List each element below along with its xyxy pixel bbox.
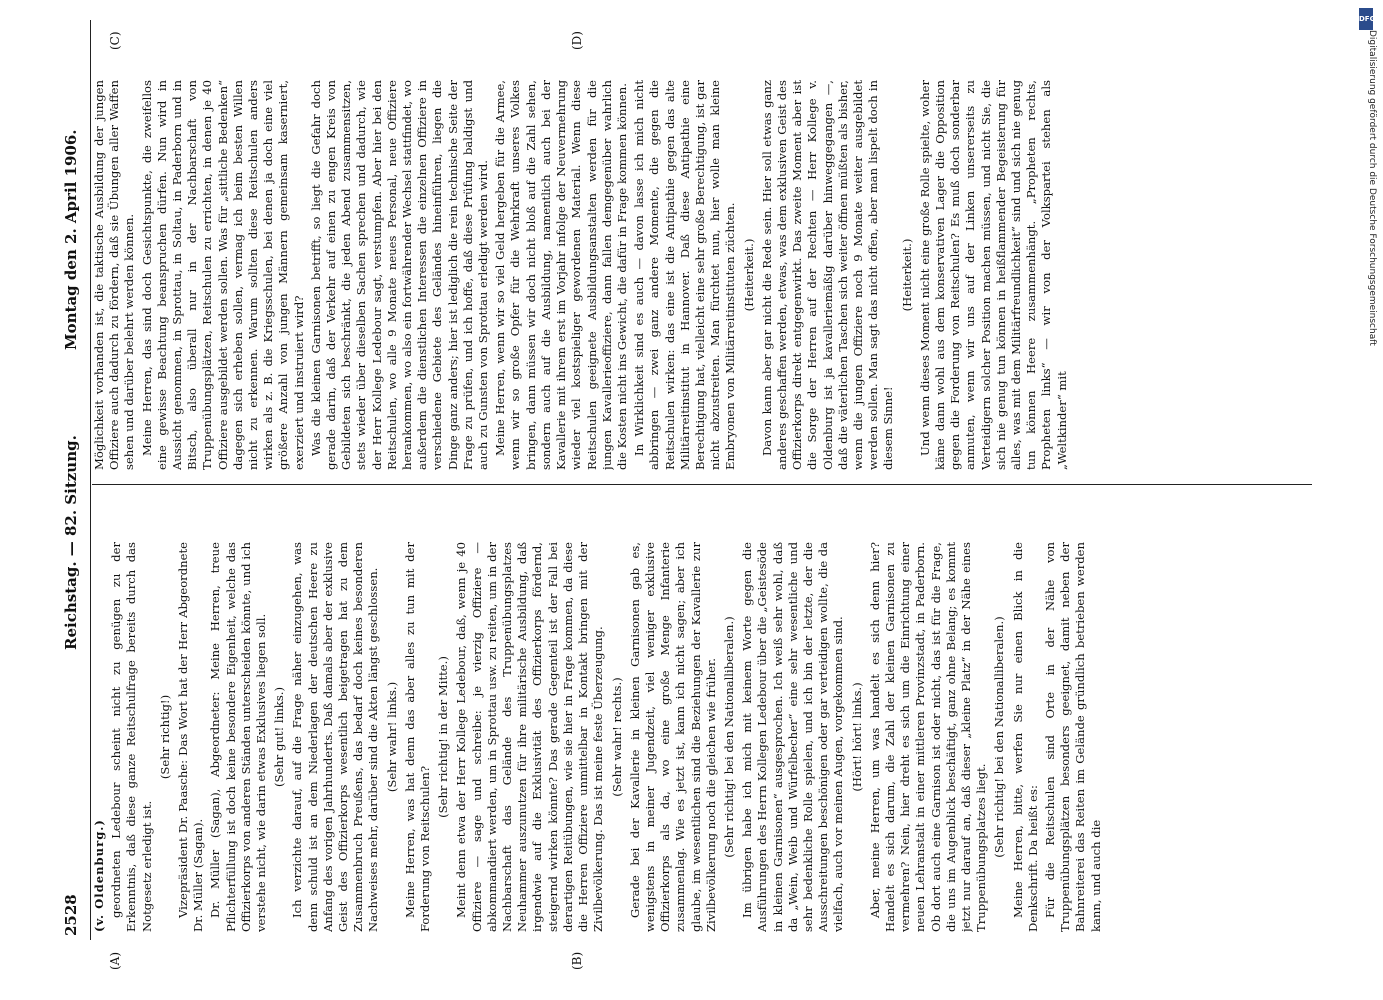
dfg-logo: DFG [1359,8,1373,30]
paragraph: Was die kleinen Garnisonen betrifft, so liegt die Gefahr doch gerade darin, daß der Verkehr auf einen zu engen Kreis von Gebildeten sich beschränkt, die jeden Abend zusammensitzen, stets wieder über dieselben Sachen sprechen und dadurch, wie der Herr Kollege Ledebour sagt, verstumpfen. Aber hier bei den Reitschulen, wo alle 9 Monate neues Personal, neue Offiziere herankommen, wo also ein fortwährender Wechsel stattfindet, wo außerdem die dienstlichen Interessen die einzelnen Offiziere in verschiedene Gebiete des Geländes hineinführen, liegen die Dinge ganz anders; hier ist lediglich die rein technische Seite der Frage zu prüfen, und ich hoffe, daß diese Prüfung baldigst und auch zu Gunsten von Sprottau erledigt werden wird. [308,80,491,470]
paragraph: Dr. Müller (Sagan), Abgeordneter: Meine Herren, treue Pflichterfüllung ist doch keine besondere Eigenheit, welche das Offizierkorps von anderen Ständen unterscheiden könnte, und ich verstehe nicht, wie darin etwas Exklusives liegen soll. [208,542,269,932]
interjection: (Heiterkeit.) [741,238,756,312]
paragraph: Meine Herren, was hat denn das aber alles zu tun mit der Forderung von Reitschulen? [402,542,433,932]
paragraph: Meine Herren, das sind doch Gesichtspunkte, die zweifellos eine gewisse Beachtung beanspruchen dürfen. Nun wird in Aussicht genommen, in Sprottau, in Soltau, in Paderborn und in Bitsch, also überall nur in der Nachbarschaft von Truppenübungsplätzen, Reitschulen zu errichten, in denen je 40 Offiziere ausgebildet werden sollen. Was für „sittliche Bedenken“ dagegen sich erheben sollen, vermag ich beim besten Willen nicht zu erkennen. Warum sollten diese Reitschulen anders wirken als z. B. die Kriegsschulen, bei denen ja doch eine viel größere Anzahl von jungen Männern gemeinsam kaserniert, exerziert und instruiert wird? [139,80,306,470]
header-rule [90,20,91,940]
margin-mark-c: (C) [108,31,122,50]
margin-mark-b: (B) [570,951,584,970]
right-column [92,80,1322,470]
paragraph: Im übrigen habe ich mich mit keinem Worte gegen die Ausführungen des Herrn Kollegen Ledebour über die „Geistesöde in kleinen Garnisonen“ ausgesprochen. Ich weiß sehr wohl, daß da „Wein, Weib und Würfelbecher“ eine sehr wesentliche und sehr bedenkliche Rolle spielen, und ich bin der letzte, der die Ausschreitungen beschönigen oder gar verteidigen wollte, die da vielfach, auch vor meinen Augen, vorgekommen sind. [740,542,846,932]
interjection: (Sehr richtig! in der Mitte.) [436,656,451,818]
speaker-tag: (v. Oldenburg.) [92,819,106,932]
paragraph: Davon kann aber gar nicht die Rede sein. Hier soll etwas ganz anderes geschaffen werden, etwas, was dem exklusiven Geist des Offizierkorps direkt entgegenwirkt. Das zweite Moment aber ist die Sorge der Herren auf der Rechten — Herr Kollege v. Oldenburg ist ja kavalleriemäßig darüber hinweggegangen —, daß die väterlichen Taschen sich weiter öffnen müßten als bisher, wenn die jungen Offiziere noch 9 Monate weiter ausgebildet werden sollen. Man sagt das nicht offen, aber man lispelt doch in diesem Sinne! [759,80,896,470]
column-rule [92,484,1312,485]
funding-note: Digitalisierung gefördert durch die Deutsche Forschungsgemeinschaft [1367,30,1377,346]
interjection: (Sehr wahr! rechts.) [609,677,624,797]
header-left-title: Reichstag. — 82. Sitzung. [62,435,80,650]
paragraph: Ich verzichte darauf, auf die Frage näher einzugehen, was denn schuld ist an dem Niederlagen der deutschen Heere zu Anfang des vorigen Jahrhunderts. Daß damals aber der exklusive Geist des Offizierkorps wesentlich beigetragen hat zu dem Zusammenbruch Preußens, das bedarf doch keines besonderen Nachweises mehr, darüber sind die Akten längst geschlossen. [290,542,381,932]
interjection: (Sehr richtig! bei den Nationalliberalen.) [721,616,736,858]
left-column [92,542,1322,932]
margin-mark-a: (A) [108,951,122,970]
paragraph: In Wirklichkeit sind es auch — davon lasse ich mich nicht abbringen — zwei ganz andere Momente, die gegen die Reitschulen wirken: das eine ist die Antipathie gegen das alte Militärreitinstitut in Hannover. Daß diese Antipathie eine Berechtigung hat, vielleicht eine sehr große Berechtigung, ist gar nicht abzustreiten. Man fürchtet nun, hier wolle man kleine Embryonen von Militärreitinstituten züchten. [632,80,738,470]
paragraph: Meine Herren, bitte, werfen Sie nur einen Blick in die Denkschrift. Da heißt es: [1010,542,1040,932]
interjection: (Sehr wahr! links.) [384,681,399,793]
header-right-title: Montag den 2. April 1906. [62,129,80,350]
paragraph: Möglichkeit vorhanden ist, die taktische Ausbildung der jungen Offiziere auch dadurch zu fördern, daß sie Übungen aller Waffen sehen und darüber belehrt werden können. [92,80,137,470]
paragraph: Vizepräsident Dr. Paasche: Das Wort hat der Herr Abgeordnete Dr. Müller (Sagan). [176,542,206,932]
interjection: (Sehr gut! links.) [272,687,287,787]
margin-mark-d: (D) [570,31,584,50]
paragraph: Gerade bei der Kavallerie in kleinen Garnisonen gab es, wenigstens in meiner Jugendzeit, viel weniger exklusive Offizierkorps als da, wo eine große Menge Infanterie zusammenlag. Wie es jetzt ist, kann ich nicht sagen; aber ich glaube, im wesentlichen sind die Beziehungen der Kavallerie zur Zivilbevölkerung noch die gleichen wie früher. [627,542,718,932]
interjection: (Sehr richtig! bei den Nationalliberalen.) [992,616,1007,858]
interjection: (Sehr richtig!) [157,694,172,780]
interjection: (Hört! hört! links.) [849,682,864,792]
interjection: (Heiterkeit.) [899,238,914,312]
quoted-paragraph: Für die Reitschulen sind Orte in der Nähe von Truppenübungsplätzen besonders geeignet, damit neben der Bahnreiterei das Reiten im Gelände gründlich betrieben werden kann, und auch die [1042,542,1103,932]
side-note [1359,30,1379,970]
paragraph: Meine Herren, wenn wir so viel Geld hergeben für die Armee, wenn wir so große Opfer für die Wehrkraft unseres Volkes bringen, dann müssen wir doch nicht bloß auf die Zahl sehen, sondern auch auf die Ausbildung, namentlich auch bei der Kavallerie mit ihrem erst im Vorjahr infolge der Neuvermehrung wieder viel kostspieliger gewordenen Material. Wenn diese Reitschulen geeignete Ausbildungsanstalten werden für die jungen Kavallerieoffiziere, dann fallen demgegenüber wahrlich die Kosten nicht ins Gewicht, die dafür in Frage kommen können. [493,80,629,470]
paragraph: Meint denn etwa der Herr Kollege Ledebour, daß, wenn je 40 Offiziere — sage und schreibe: je vierzig Offiziere — abkommandiert werden, um in Sprottau usw. zu reiten, um in der Nachbarschaft das Gelände des Truppenübungsplatzes Neuhammer auszunutzen für ihre militärische Ausbildung, daß irgendwie auf die Exklusivität des Offizierkorps fördernd, steigernd wirken könnte? Das gerade Gegenteil ist der Fall bei derartigen Reitübungen, wie sie hier in Frage kommen, da diese die Herren Offiziere unmittelbar in Kontakt bringen mit der Zivilbevölkerung. Das ist meine feste Überzeugung. [454,542,606,932]
paragraph: Und wenn dieses Moment nicht eine große Rolle spielte, woher käme dann wohl aus dem konservativen Lager die Opposition gegen die Forderung von Reitschulen? Es muß doch sonderbar anmuten, wenn wir uns auf der Linken unsererseits zu Verteidigern solcher Position machen müssen, und nicht Sie, die sich nie genug tun können in heißflammender Begeisterung für alles, was mit dem Militärfreundlichkeit“ sind und sich nie genug tun können Heere zusammenhängt. „Propheten rechts, Propheten links“ — wir von der Volkspartei stehen als „Weltkinder“ mit [917,80,1069,470]
page-header [50,20,92,940]
paragraph: geordneten Ledebour scheint nicht zu genügen zu der Erkenntnis, daß diese ganze Reitschulfrage bereits durch das Notgesetz erledigt ist. [109,542,154,932]
paragraph: Aber, meine Herren, um was handelt es sich denn hier? Handelt es sich darum, die Zahl der kleinen Garnisonen zu vermehren? Nein, hier dreht es sich um die Einrichtung einer neuen Lehranstalt in einer mittleren Provinzstadt, in Paderborn. Ob dort auch eine Garnison ist oder nicht, das ist für die Frage, die uns im Augenblick beschäftigt, ganz ohne Belang; es kommt jetzt nur darauf an, daß dieser „kleine Platz“ in der Nähe eines Truppenübungsplatzes liegt. [867,542,989,932]
rotated-page [50,20,1340,970]
page-number: 2528 [62,894,80,936]
